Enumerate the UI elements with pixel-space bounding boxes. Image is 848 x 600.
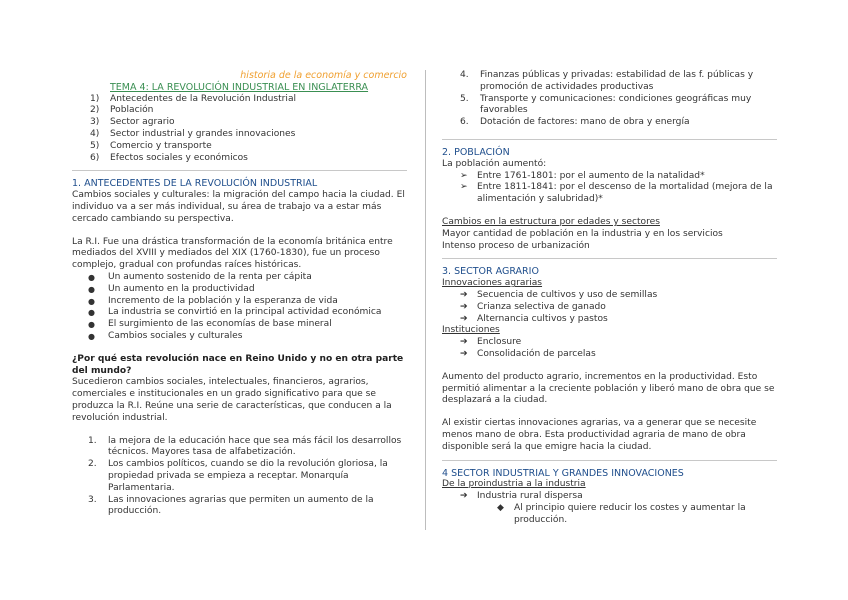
- arrow-right-icon: ➔: [460, 348, 468, 359]
- section-divider: [442, 460, 777, 461]
- bullet-icon: ●: [88, 320, 95, 330]
- list-item: 2. Los cambios políticos, cuando se dio la revolución gloriosa, la propiedad privada se empieza a receptar. Monarquía Parlamentaria.: [88, 459, 388, 493]
- arrow-list: [460, 337, 777, 361]
- list-item: 3. Las innovaciones agrarias que permiten un aumento de la producción.: [88, 494, 374, 517]
- list-item: ➔ Consolidación de parcelas: [460, 348, 596, 359]
- arrow-list: [460, 171, 777, 206]
- page-title: TEMA 4: LA REVOLUCIÓN INDUSTRIAL EN INGLATERRA: [110, 81, 369, 93]
- section-heading-sector-agrario: 3. SECTOR AGRARIO: [442, 266, 539, 278]
- arrow-right-icon: ➔: [460, 491, 468, 502]
- bullet-icon: ●: [88, 296, 95, 306]
- toc-item: 5) Comercio y transporte: [90, 140, 212, 151]
- bullet-icon: ●: [88, 331, 95, 341]
- table-of-contents: [90, 94, 407, 165]
- toc-item: 3) Sector agrario: [90, 117, 175, 128]
- paragraph: Intenso proceso de urbanización: [442, 240, 590, 251]
- paragraph: Cambios sociales y culturales: la migración del campo hacia la ciudad. El individuo va a ser más individual, su área de trabajo va a estar más cercado cambiando su perspectiva.: [72, 190, 405, 224]
- paragraph: Sucedieron cambios sociales, intelectuales, financieros, agrarios, comerciales e institucionales en un grado significativo para que se produzca la R.I. Reúne una serie de características, que conducen a la revolución industrial.: [72, 377, 392, 423]
- question-heading: ¿Por qué esta revolución nace en Reino Unido y no en otra parte del mundo?: [72, 353, 404, 376]
- paragraph: La R.I. Fue una drástica transformación de la economía británica entre mediados del XVIII y mediados del XIX (1760-1830), fue un proceso complejo, gradual con profundas raíces históricas.: [72, 236, 393, 271]
- paragraph: Mayor cantidad de población en la industria y en los servicios: [442, 228, 723, 239]
- arrow-right-icon: ➔: [460, 289, 468, 300]
- list-item: ➢ Entre 1761-1801: por el aumento de la natalidad*: [460, 170, 705, 181]
- arrowhead-icon: ➢: [460, 182, 468, 193]
- right-column: [442, 70, 777, 527]
- diamond-list: [497, 503, 777, 527]
- list-item: ➔ Secuencia de cultivos y uso de semillas: [460, 289, 658, 300]
- subheading: Cambios en la estructura por edades y sectores: [442, 216, 660, 227]
- list-item: ◆ Al principio quiere reducir los costes y aumentar la producción.: [497, 502, 746, 525]
- list-item: ● Cambios sociales y culturales: [88, 330, 243, 341]
- subheading: Innovaciones agrarias: [442, 278, 543, 289]
- list-item: ● El surgimiento de las economías de base mineral: [88, 319, 332, 330]
- section-divider: [442, 258, 777, 259]
- arrow-right-icon: ➔: [460, 337, 468, 348]
- list-item: 5. Transporte y comunicaciones: condiciones geográficas muy favorables: [460, 93, 752, 116]
- section-heading-poblacion: 2. POBLACIÓN: [442, 146, 510, 158]
- toc-item: 6) Efectos sociales y económicos: [90, 152, 248, 163]
- left-column: [72, 70, 407, 518]
- arrow-list: [460, 491, 777, 503]
- list-item: 6. Dotación de factores: mano de obra y energía: [460, 117, 690, 128]
- list-item: ➔ Crianza selectiva de ganado: [460, 301, 606, 312]
- bullet-icon: ●: [88, 272, 95, 282]
- section-divider: [72, 170, 407, 171]
- toc-item: 2) Población: [90, 105, 154, 116]
- toc-item: 1) Antecedentes de la Revolución Industrial: [90, 93, 297, 104]
- subject-header: historia de la economía y comercio: [240, 70, 407, 81]
- numbered-list: [88, 436, 407, 519]
- list-item: ● Un aumento en la productividad: [88, 283, 255, 294]
- paragraph: Al existir ciertas innovaciones agrarias, va a generar que se necesite menos mano de obra. Esta productividad agraria de mano de obra disponible será la que emigre hacia la ciudad.: [442, 418, 757, 452]
- column-divider: [425, 70, 426, 530]
- paragraph: La población aumentó:: [442, 158, 547, 169]
- bullet-icon: ●: [88, 284, 95, 294]
- list-item: ➢ Entre 1811-1841: por el descenso de la mortalidad (mejora de la alimentación y salubridad)*: [460, 182, 773, 205]
- arrow-right-icon: ➔: [460, 301, 468, 312]
- paragraph: Aumento del producto agrario, incrementos en la productividad. Esto permitió alimentar a la creciente población y liberó mano de obra que se desplazará a la ciudad.: [442, 371, 775, 406]
- section-heading-antecedentes: 1. ANTECEDENTES DE LA REVOLUCIÓN INDUSTRIAL: [72, 178, 318, 190]
- section-divider: [442, 139, 777, 140]
- list-item: ➔ Enclosure: [460, 337, 522, 348]
- subheading: De la proindustria a la industria: [442, 479, 586, 490]
- bullet-icon: ●: [88, 308, 95, 318]
- list-item: ● La industria se convirtió en la principal actividad económica: [88, 307, 382, 318]
- toc-item: 4) Sector industrial y grandes innovaciones: [90, 128, 296, 139]
- bullet-list: [88, 272, 407, 343]
- arrowhead-icon: ➢: [460, 170, 468, 181]
- list-item: ● Incremento de la población y la esperanza de vida: [88, 295, 338, 306]
- list-item: 4. Finanzas públicas y privadas: estabilidad de las f. públicas y promoción de actividades productivas: [460, 70, 754, 92]
- arrow-list: [460, 290, 777, 325]
- diamond-icon: ◆: [497, 502, 504, 513]
- list-item: ➔ Alternancia cultivos y pastos: [460, 313, 608, 324]
- arrow-right-icon: ➔: [460, 313, 468, 324]
- numbered-list-continued: [460, 70, 777, 129]
- list-item: ● Un aumento sostenido de la renta per cápita: [88, 271, 312, 282]
- list-item: 1. la mejora de la educación hace que sea más fácil los desarrollos técnicos. Mayores tasa de alfabetización.: [88, 435, 402, 458]
- list-item: ➔ Industria rural dispersa: [460, 491, 583, 502]
- section-heading-sector-industrial: 4 SECTOR INDUSTRIAL Y GRANDES INNOVACIONES: [442, 467, 684, 479]
- subheading: Instituciones: [442, 325, 500, 336]
